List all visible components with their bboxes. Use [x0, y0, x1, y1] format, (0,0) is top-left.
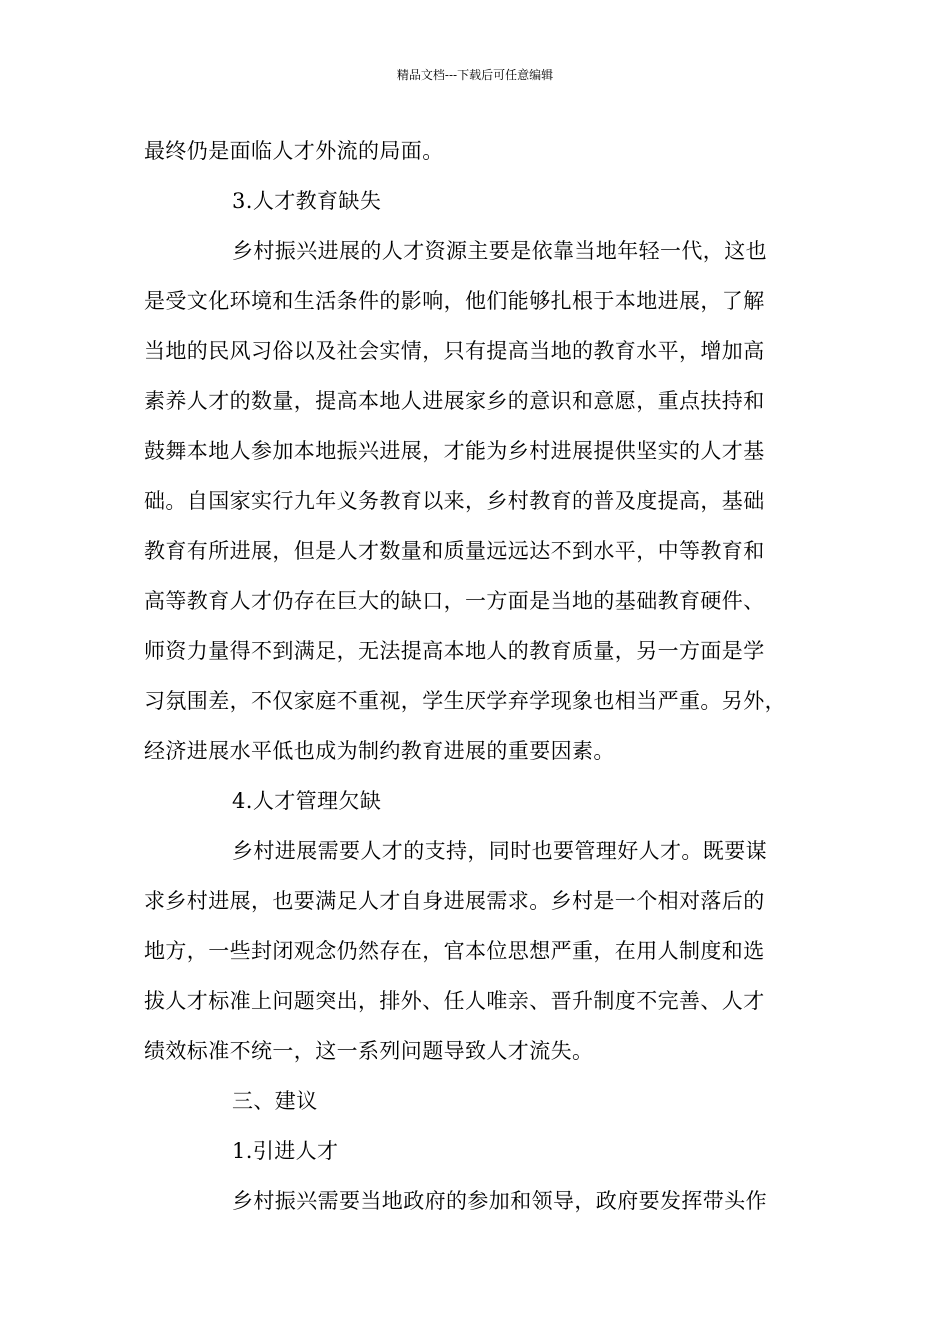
text-line: 师资力量得不到满足，无法提高本地人的教育质量，另一方面是学	[144, 639, 765, 663]
text-line: 教育有所进展，但是人才数量和质量远远达不到水平，中等教育和	[144, 539, 765, 563]
text-line: 习氛围差，不仅家庭不重视，学生厌学弃学现象也相当严重。另外，	[144, 689, 786, 713]
page-header: 精品文档---下载后可任意编辑	[396, 68, 554, 82]
text-line: 乡村进展需要人才的支持，同时也要管理好人才。既要谋	[232, 839, 767, 863]
text-line: 求乡村进展，也要满足人才自身进展需求。乡村是一个相对落后的	[144, 889, 765, 913]
text-line: 绩效标准不统一，这一系列问题导致人才流失。	[144, 1039, 594, 1063]
section-heading: 三、建议	[232, 1089, 318, 1113]
text-line: 鼓舞本地人参加本地振兴进展，才能为乡村进展提供坚实的人才基	[144, 439, 765, 463]
text-line: 最终仍是面临人才外流的局面。	[144, 139, 444, 163]
section-heading: 1.引进人才	[232, 1139, 339, 1163]
text-line: 础。自国家实行九年义务教育以来，乡村教育的普及度提高，基础	[144, 489, 765, 513]
text-line: 经济进展水平低也成为制约教育进展的重要因素。	[144, 739, 615, 763]
text-line: 高等教育人才仍存在巨大的缺口，一方面是当地的基础教育硬件、	[144, 589, 765, 613]
text-line: 地方，一些封闭观念仍然存在，官本位思想严重，在用人制度和选	[144, 939, 765, 963]
text-line: 乡村振兴需要当地政府的参加和领导，政府要发挥带头作	[232, 1189, 767, 1213]
text-line: 乡村振兴进展的人才资源主要是依靠当地年轻一代，这也	[232, 239, 767, 263]
text-line: 素养人才的数量，提高本地人进展家乡的意识和意愿，重点扶持和	[144, 389, 765, 413]
text-line: 是受文化环境和生活条件的影响，他们能够扎根于本地进展，了解	[144, 289, 765, 313]
section-heading: 3.人才教育缺失	[232, 189, 382, 213]
section-heading: 4.人才管理欠缺	[232, 789, 382, 813]
text-line: 拔人才标准上问题突出，排外、任人唯亲、晋升制度不完善、人才	[144, 989, 765, 1013]
text-line: 当地的民风习俗以及社会实情，只有提高当地的教育水平，增加高	[144, 339, 765, 363]
